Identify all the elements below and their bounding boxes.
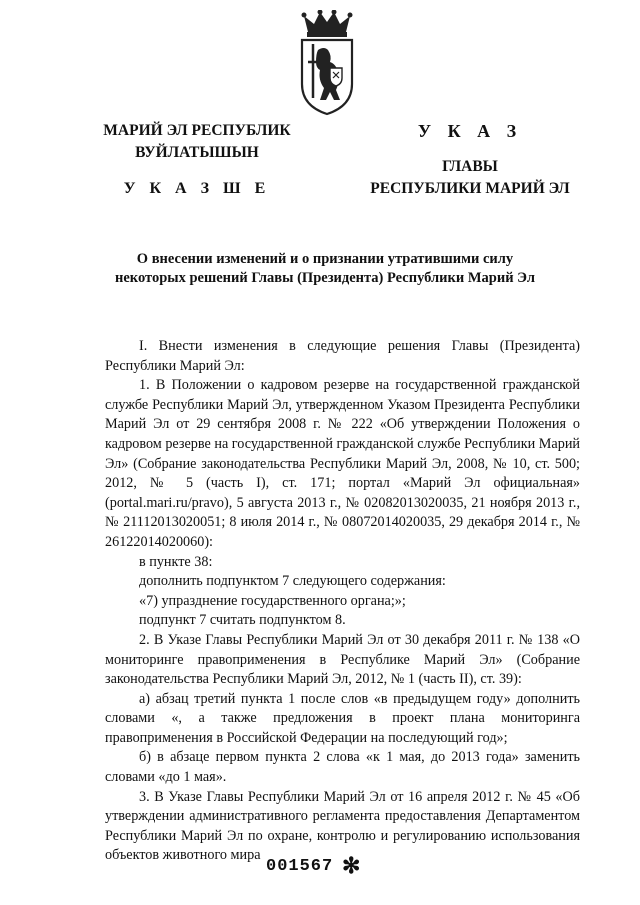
head-title-russian: ГЛАВЫ: [442, 158, 498, 175]
paragraph-item-2b: б) в абзаце первом пункта 2 слова «к 1 мая, до 2013 года» заменить словами «до 1 мая».: [105, 749, 580, 786]
paragraph-item-2a: а) абзац третий пункта 1 после слов «в предыдущем году» дополнить словами «, а также предложения в проект плана мониторинга правоприменения в Российской Федерации на последующий год»;: [105, 690, 580, 746]
document-title: [90, 250, 560, 288]
paragraph-subpoint-7: «7) упразднение государственного органа;»;: [139, 592, 406, 609]
paragraph-item-3: 3. В Указе Главы Республики Марий Эл от 16 апреля 2012 г. № 45 «Об утверждении административного регламента предоставления Департаментом Республики Марий Эл по охране, контролю и регулированию использования объектов животного мира: [105, 788, 580, 864]
paragraph-renumber: подпункт 7 считать подпунктом 8.: [139, 612, 346, 629]
decree-word-mari: У К А З Ш Е: [123, 180, 271, 197]
coat-of-arms-icon: [294, 10, 360, 116]
paragraph-item-1: 1. В Положении о кадровом резерве на государственной гражданской службе Республики Марий Эл, утвержденном Указом Президента Республики Марий Эл от 29 сентября 2008 г. № 222 «Об утверждении Положения о кадровом резерве на государственной гражданской службе Республики Марий Эл» (Собрание законодательства Республики Марий Эл, 2008, № 10, ст. 500; 2012, № 5 (часть I), ст. 171; портал «Марий Эл официальная» (portal.mari.ru/pravo), 5 августа 2013 г., № 02082013020035, 21 ноября 2013 г., № 21112013020051; 8 июля 2014 г., № 08072014020035, 29 декабря 2014 г., № 26122014020060):: [105, 377, 580, 550]
header-mari-language: [92, 120, 302, 200]
republic-name-mari: МАРИЙ ЭЛ РЕСПУБЛИК: [103, 122, 291, 139]
paragraph-point-38: в пункте 38:: [139, 553, 213, 570]
title-line-1: О внесении изменений и о признании утратившими силу: [136, 251, 514, 267]
paragraph-add-subpoint: дополнить подпунктом 7 следующего содержания:: [139, 573, 446, 590]
header-russian-language: [350, 120, 590, 200]
paragraph-section-1: I. Внести изменения в следующие решения Главы (Президента) Республики Марий Эл:: [105, 338, 580, 374]
head-title-mari: ВУЙЛАТЫШЫН: [135, 144, 259, 161]
paragraph-item-2: 2. В Указе Главы Республики Марий Эл от 30 декабря 2011 г. № 138 «О мониторинге правоприменения в Республике Марий Эл» (Собрание законодательства Республики Марий Эл, 2012, № 1 (часть II), ст. 39):: [105, 631, 580, 688]
footer-mark: ✻: [342, 853, 361, 878]
republic-name-russian: РЕСПУБЛИКИ МАРИЙ ЭЛ: [370, 180, 570, 197]
document-serial-number: 001567: [266, 857, 334, 876]
title-line-2: некоторых решений Главы (Президента) Республики Марий Эл: [115, 270, 535, 286]
decree-word-russian: У К А З: [417, 121, 523, 141]
document-body: [105, 337, 580, 866]
